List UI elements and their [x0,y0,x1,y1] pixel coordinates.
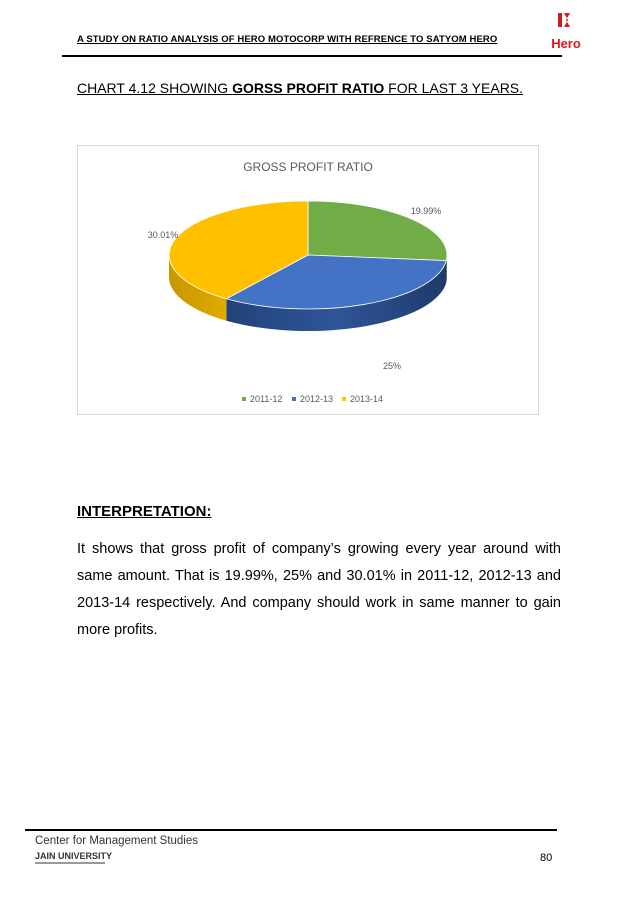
logo-text: Hero [551,36,581,51]
interpretation-title: INTERPRETATION: [77,503,212,520]
chart-heading-bold: GORSS PROFIT RATIO [232,80,385,96]
data-label-2013-14: 30.01% [147,230,179,240]
interpretation-body: It shows that gross profit of company’s growing every year around with same amount. That is 19.99%, 25% and 30.01% in 2011-12, 2012-13 and 2013-14 respectively. And company should work in same manner to gain more profits. [77,541,561,638]
legend-swatch-2012-13 [292,397,296,401]
pie-chart [77,145,539,415]
header-divider [62,55,562,57]
chart-heading-prefix: CHART 4.12 SHOWING [77,80,233,96]
footer-center-name: Center for Management Studies [35,835,199,847]
data-label-2012-13: 25% [382,361,402,371]
page-number: 80 [540,852,553,864]
university-tagline-mark [35,862,105,864]
chart-title: GROSS PROFIT RATIO [243,160,373,174]
footer-divider [25,829,557,831]
chart-heading [77,80,523,96]
chart-heading-suffix: FOR LAST 3 YEARS. [384,80,524,96]
legend-label-2012-13: 2012-13 [300,394,334,404]
footer-university: JAIN UNIVERSITY [35,851,113,861]
legend-label-2013-14: 2013-14 [350,394,384,404]
legend-label-2011-12: 2011-12 [250,394,283,404]
legend-swatch-2013-14 [342,397,346,401]
header-title: A STUDY ON RATIO ANALYSIS OF HERO MOTOCORP WITH REFRENCE TO SATYOM HERO [77,34,498,45]
data-label-2011-12: 19.99% [410,206,442,216]
legend-swatch-2011-12 [242,397,246,401]
hero-logo [540,10,592,54]
